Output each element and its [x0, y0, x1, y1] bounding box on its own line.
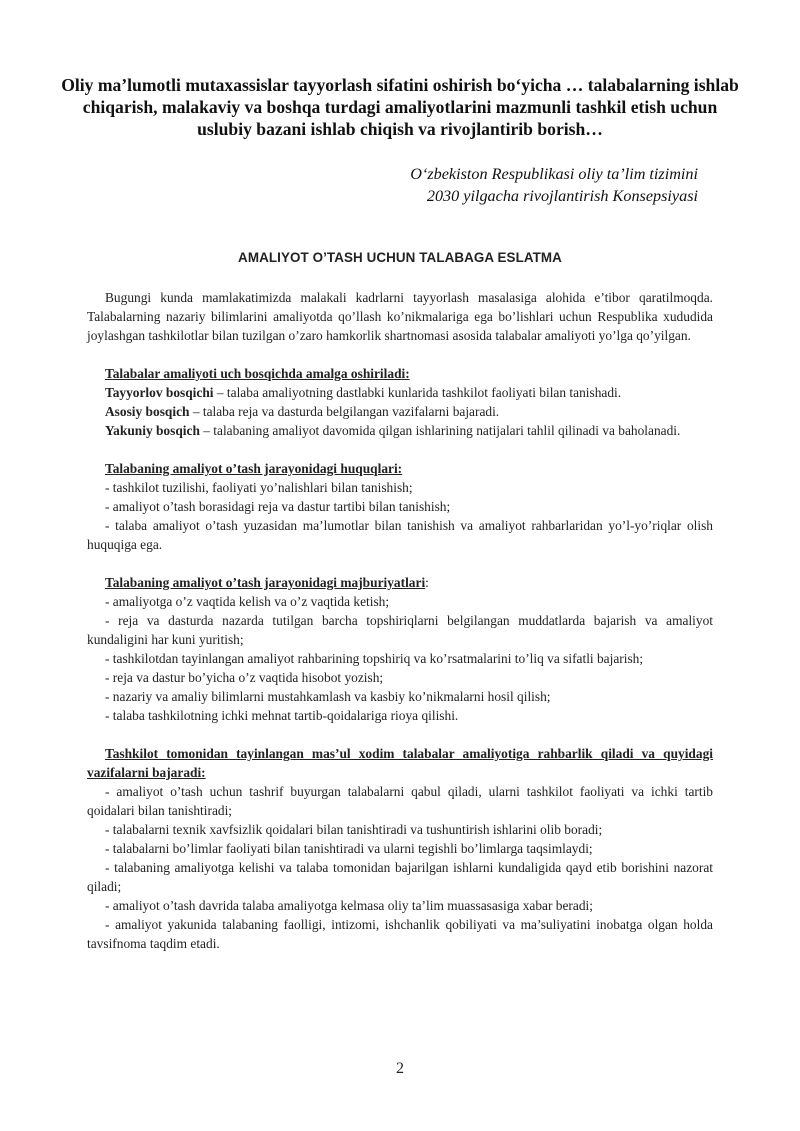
stage-text: – talaba reja va dasturda belgilangan vazifalarni bajaradi.	[189, 404, 500, 419]
list-item: - talabaning amaliyotga kelishi va talaba tomonidan bajarilgan ishlarni kundaligida qayd etib borishini nazorat qiladi;	[87, 860, 713, 894]
list-item: - tashkilot tuzilishi, faoliyati yo’nalishlari bilan tanishish;	[105, 480, 413, 495]
epigraph: Oliy ma’lumotli mutaxassislar tayyorlash sifatini oshirish bo‘yicha … talabalarning ishlab chiqarish, malakaviy va boshqa turdagi amaliyotlarini mazmunli tashkil etish uchun uslubiy bazani ishlab chiqish va rivojlantirib borish…	[61, 75, 739, 139]
list-item: - talabalarni bo’limlar faoliyati bilan tanishtiradi va ularni tegishli bo’limlarga taqsimlaydi;	[105, 841, 593, 856]
list-item: - amaliyot o’tash davrida talaba amaliyotga kelmasa oliy ta’lim muassasasiga xabar beradi;	[105, 898, 593, 913]
source-line-1: O‘zbekiston Respublikasi oliy ta’lim tizimini	[410, 165, 698, 183]
list-item: - reja va dasturda nazarda tutilgan barcha topshiriqlarni belgilangan muddatlarda bajarish va amaliyot kundaligini har kuni yuritish;	[87, 613, 713, 647]
stage-name: Asosiy bosqich	[105, 404, 190, 419]
stage-item	[87, 402, 713, 421]
intro-paragraph: Bugungi kunda mamlakatimizda malakali kadrlarni tayyorlash masalasiga alohida e’tibor qaratilmoqda. Talabalarning nazariy bilimlarini amaliyotda qo’llash ko’nikmalariga ega bo’lishlari uchun Respublika xududida joylashgan tashkilotlar bilan tuzilgan o’zaro hamkorlik shartnomasi asosida talabalar amaliyoti yo’lga qo’yilgan.	[87, 290, 713, 343]
epigraph-source	[298, 163, 698, 207]
list-item: - amaliyotga o’z vaqtida kelish va o’z vaqtida ketish;	[105, 594, 390, 609]
rights-heading: Talabaning amaliyot o’tash jarayonidagi huquqlari:	[105, 461, 403, 476]
list-item: - nazariy va amaliy bilimlarni mustahkamlash va kasbiy ko’nikmalarni hosil qilish;	[105, 689, 551, 704]
list-item: - talaba amaliyot o’tash yuzasidan ma’lumotlar bilan tanishish va amaliyot rahbarlaridan yo’l-yo’riqlar olish huquqiga ega.	[87, 518, 713, 552]
document-body	[87, 288, 713, 953]
list-item: - talaba tashkilotning ichki mehnat tartib-qoidalariga rioya qilishi.	[105, 708, 459, 723]
stage-text: – talaba amaliyotning dastlabki kunlarida tashkilot faoliyati bilan tanishadi.	[213, 385, 622, 400]
list-item: - amaliyot o’tash uchun tashrif buyurgan talabalarni qabul qiladi, ularni tashkilot faoliyati va ichki tartib qoidalari bilan tanishtiradi;	[87, 784, 713, 818]
stage-item	[87, 421, 713, 440]
stage-name: Yakuniy bosqich	[105, 423, 200, 438]
stage-text: – talabaning amaliyot davomida qilgan ishlarining natijalari tahlil qilinadi va baholanadi.	[199, 423, 681, 438]
supervisor-heading: Tashkilot tomonidan tayinlangan mas’ul xodim talabalar amaliyotiga rahbarlik qiladi va quyidagi vazifalarni bajaradi:	[87, 746, 713, 780]
stage-item	[87, 383, 713, 402]
duties-heading-suffix: :	[425, 575, 429, 590]
list-item: - amaliyot o’tash borasidagi reja va dastur tartibi bilan tanishish;	[105, 499, 451, 514]
document-title: AMALIYOT O’TASH UCHUN TALABAGA ESLATMA	[238, 250, 562, 265]
stages-heading: Talabalar amaliyoti uch bosqichda amalga oshiriladi:	[105, 366, 410, 381]
list-item: - reja va dastur bo’yicha o’z vaqtida hisobot yozish;	[105, 670, 384, 685]
page-number: 2	[396, 1060, 404, 1077]
list-item: - amaliyot yakunida talabaning faolligi, intizomi, ishchanlik qobiliyati va ma’suliyatini inobatga olgan holda tavsifnoma taqdim etadi.	[87, 917, 713, 951]
stage-name: Tayyorlov bosqichi	[105, 385, 214, 400]
list-item: - talabalarni texnik xavfsizlik qoidalari bilan tanishtiradi va tushuntirish ishlarini olib boradi;	[105, 822, 603, 837]
list-item: - tashkilotdan tayinlangan amaliyot rahbarining topshiriq va ko’rsatmalarini to’liq va sifatli bajarish;	[105, 651, 644, 666]
duties-heading: Talabaning amaliyot o’tash jarayonidagi majburiyatlari	[105, 575, 426, 590]
source-line-2: 2030 yilgacha rivojlantirish Konsepsiyasi	[426, 187, 698, 205]
duties-heading-line	[87, 573, 713, 592]
